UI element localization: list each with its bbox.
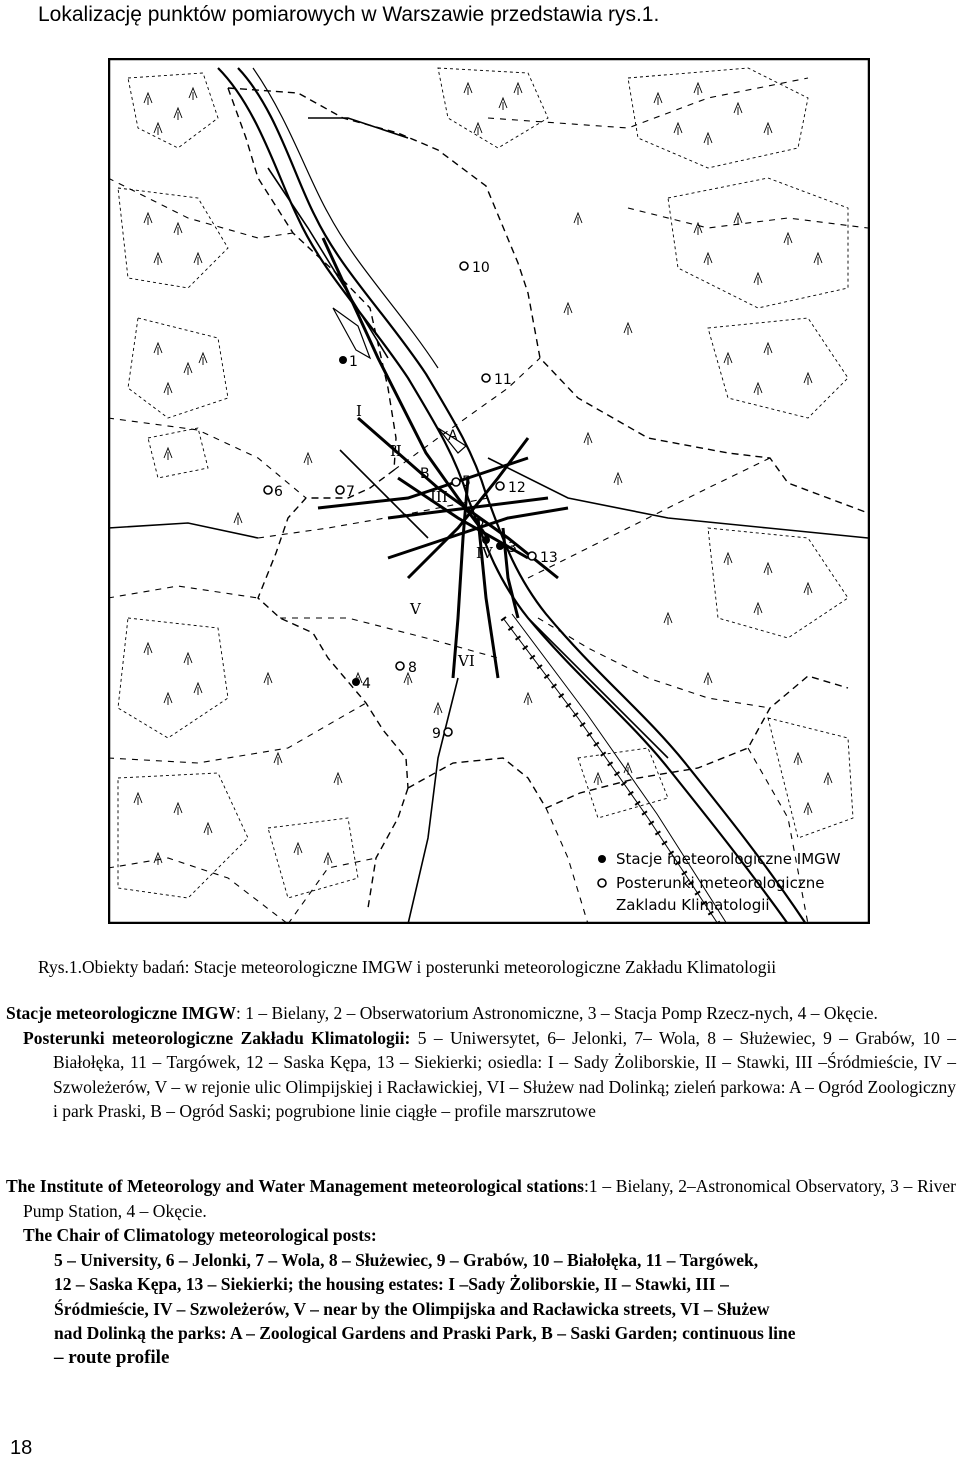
station-label: 5 (462, 474, 471, 490)
imgw-stations-label: Stacje meteorologiczne IMGW (6, 1003, 237, 1023)
en-imgw-text: :1 – Bielany, 2–Astronomical Observatory, 3 – River Pump Station, 4 – Okęcie. (23, 1176, 956, 1221)
polish-description (6, 1001, 956, 1124)
district-label: IV (476, 544, 493, 562)
park-label: A (448, 428, 458, 444)
post-station-icon (336, 486, 344, 494)
station-label: 11 (494, 372, 512, 388)
posts-paragraph (6, 1026, 956, 1124)
station-label: 2 (476, 518, 485, 534)
en-posts-line: 12 – Saska Kępa, 13 – Siekierki; the housing estates: I –Sady Żoliborskie, II – Stawki, III – (54, 1274, 729, 1294)
district-label: I (356, 402, 362, 420)
imgw-stations-text: : 1 – Bielany, 2 – Obserwatorium Astronomiczne, 3 – Stacja Pomp Rzecz-nych, 4 – Okęcie. (236, 1003, 878, 1023)
legend-imgw-label: Stacje meteorologiczne IMGW (616, 850, 841, 868)
en-posts-heading-row (6, 1223, 956, 1248)
en-posts-line: 5 – University, 6 – Jelonki, 7 – Wola, 8 – Służewiec, 9 – Grabów, 10 – Białołęka, 11 – Targówek, (54, 1249, 759, 1270)
park-label: B (420, 466, 430, 482)
station-label: 7 (346, 484, 355, 500)
imgw-station-icon (352, 678, 360, 686)
station-label: 1 (349, 354, 358, 370)
en-posts-line: nad Dolinką the parks: A – Zoological Gardens and Praski Park, B – Saski Garden; continuous line (54, 1323, 796, 1343)
post-station-icon (482, 374, 490, 382)
en-imgw-paragraph (6, 1174, 956, 1223)
station-label: 8 (408, 660, 417, 676)
district-label: II (390, 442, 402, 460)
district-label: V (410, 600, 421, 618)
imgw-station-icon (482, 536, 490, 544)
station-label: 9 (432, 726, 441, 742)
post-station-icon (444, 728, 452, 736)
station-label: 12 (508, 480, 526, 496)
station-label: 4 (362, 676, 371, 692)
warsaw-map-figure (108, 58, 870, 924)
en-posts-list (6, 1248, 956, 1371)
imgw-station-icon (339, 356, 347, 364)
legend-posts-label-2: Zakladu Klimatologii (616, 896, 770, 914)
legend-posts-label-1: Posterunki meteorologiczne (616, 874, 825, 892)
station-label: 6 (274, 484, 283, 500)
warsaw-map (108, 58, 870, 924)
en-posts-line: – route profile (54, 1346, 170, 1368)
post-station-icon (396, 662, 404, 670)
post-station-icon (264, 486, 272, 494)
figure-caption: Rys.1.Obiekty badań: Stacje meteorologiczne IMGW i posterunki meteorologiczne Zakładu Klimatologii (38, 957, 777, 977)
posts-text: 5 – Uniwersytet, 6– Jelonki, 7– Wola, 8 – Służewiec, 9 – Grabów, 10 – Białołęka, 11 – Targówek, 12 – Saska Kępa, 13 – Siekierki; osiedla: I – Sady Żoliborskie, II – Stawki, III –Śródmieście, IV – Szwoleżerów, V – w rejonie ulic Olimpijskiej i Racławickiej, VI – Służew nad Dolinką; zieleń parkowa: A – Ogród Zoologiczny i park Praski, B – Ogród Saski; pogrubione linie ciągłe – profile marszrutowe (53, 1027, 956, 1121)
page-heading: Lokalizację punktów pomiarowych w Warszawie przedstawia rys.1. (38, 3, 660, 26)
imgw-stations-paragraph (6, 1001, 956, 1026)
en-posts-line: Śródmieście, IV – Szwoleżerów, V – near by the Olimpijska and Racławicka streets, VI – Służew (54, 1298, 770, 1319)
district-label: VI (458, 652, 475, 670)
station-label: 13 (540, 550, 558, 566)
post-station-icon (452, 478, 460, 486)
post-station-legend-icon (598, 879, 606, 887)
en-imgw-label: The Institute of Meteorology and Water Management meteorological stations (6, 1176, 584, 1196)
post-station-icon (460, 262, 468, 270)
post-station-icon (496, 482, 504, 490)
post-station-icon (528, 552, 536, 560)
imgw-station-icon (496, 542, 504, 550)
station-label: 3 (508, 540, 517, 556)
page-number: 18 (10, 1437, 33, 1459)
english-description (6, 1174, 956, 1370)
en-posts-label: The Chair of Climatology meteorological posts: (23, 1225, 377, 1245)
imgw-station-legend-icon (598, 855, 606, 863)
posts-label: Posterunki meteorologiczne Zakładu Klimatologii: (23, 1027, 411, 1048)
district-label: III (430, 488, 448, 506)
station-label: 10 (472, 260, 490, 276)
